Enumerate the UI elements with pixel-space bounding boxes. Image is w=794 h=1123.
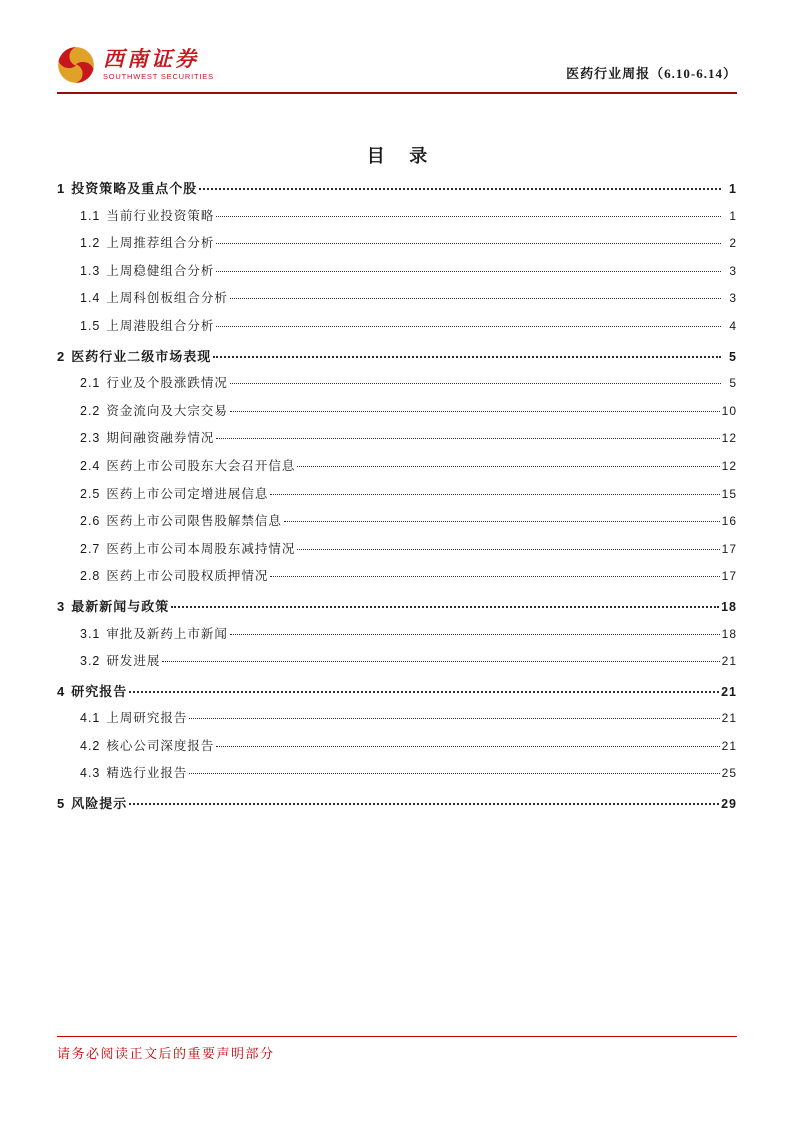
toc-entry-number: 1.5 [80,318,101,333]
toc-entry-page: 21 [721,738,737,753]
toc-entry-number: 1.1 [80,208,101,223]
page-footer [57,1036,737,1063]
toc-entry[interactable] [57,596,737,624]
toc-entry-label: 核心公司深度报告 [106,738,215,753]
toc-entry-label: 当前行业投资策略 [106,208,215,223]
toc-entry-label: 上周港股组合分析 [106,318,215,333]
toc-entry-page: 29 [721,797,737,812]
toc-dot-leader [213,356,721,358]
toc-entry-page: 10 [721,403,737,418]
toc-entry-page: 21 [721,711,737,726]
toc-entry-page: 2 [729,236,737,251]
toc-entry-page: 5 [729,376,737,391]
toc-entry-number: 1 [57,181,66,196]
toc-dot-leader [129,691,719,693]
toc-entry[interactable] [57,681,737,709]
report-title: 医药行业周报（6.10-6.14） [566,66,737,81]
toc-entry-number: 2 [57,348,66,364]
toc-entry-number: 2.5 [80,486,101,501]
toc-dot-leader [189,718,719,719]
report-header [57,46,737,94]
footer-disclaimer: 请务必阅读正文后的重要声明部分 [57,1046,275,1061]
toc-entry-page: 1 [729,208,737,223]
toc-entry[interactable] [57,206,737,234]
toc-entry-label: 精选行业报告 [106,766,188,781]
toc-dot-leader [230,298,721,299]
toc-entry[interactable] [57,178,737,206]
toc-dot-leader [297,466,719,467]
toc-entry-number: 4 [57,683,66,699]
toc-dot-leader [230,411,720,412]
toc-entry-page: 12 [721,458,737,473]
toc-entry-label: 投资策略及重点个股 [71,181,198,196]
toc-dot-leader [189,773,719,774]
toc-dot-leader [216,243,721,244]
toc-entry-number: 3.1 [80,626,101,641]
toc-entry-number: 1.4 [80,291,101,306]
toc-entry-page: 16 [721,514,737,529]
toc-entry[interactable] [57,763,737,791]
toc-dot-leader [216,746,719,747]
toc-entry-page: 3 [729,291,737,306]
toc-entry-label: 上周科创板组合分析 [106,291,228,306]
toc-entry-label: 最新新闻与政策 [71,598,170,614]
toc-entry-number: 4.1 [80,711,101,726]
toc-entry[interactable] [57,793,737,821]
toc-entry[interactable] [57,539,737,567]
toc-entry-label: 审批及新药上市新闻 [106,626,228,641]
toc-entry[interactable] [57,651,737,679]
toc-entry-page: 4 [729,318,737,333]
toc-entry-page: 12 [721,431,737,446]
swirl-logo-icon [57,46,95,84]
toc-dot-leader [129,803,719,805]
company-logo-text [103,49,214,81]
toc-entry-label: 医药上市公司股东大会召开信息 [106,458,296,473]
toc-entry-number: 3 [57,598,66,614]
toc-entry-page: 1 [729,182,737,196]
toc-entry-label: 医药上市公司本周股东减持情况 [106,541,296,556]
toc-entry[interactable] [57,316,737,344]
toc-entry-number: 2.1 [80,376,101,391]
table-of-contents [57,176,737,821]
toc-dot-leader [199,188,721,190]
toc-dot-leader [297,549,719,550]
toc-entry-label: 期间融资融券情况 [106,431,215,446]
toc-dot-leader [284,521,720,522]
toc-dot-leader [216,216,721,217]
toc-entry-label: 风险提示 [71,796,128,812]
toc-entry-number: 4.3 [80,766,101,781]
toc-entry[interactable] [57,456,737,484]
toc-dot-leader [270,576,719,577]
toc-entry[interactable] [57,288,737,316]
toc-entry[interactable] [57,373,737,401]
company-name-cn: 西南证券 [103,47,199,72]
toc-title: 目 录 [366,146,438,166]
toc-entry[interactable] [57,233,737,261]
toc-entry-label: 上周研究报告 [106,711,188,726]
toc-dot-leader [171,606,719,608]
toc-entry-number: 1.3 [80,263,101,278]
toc-entry-page: 15 [721,486,737,501]
toc-entry-number: 2.4 [80,458,101,473]
toc-entry-number: 2.3 [80,431,101,446]
toc-entry-page: 21 [721,684,737,699]
toc-entry-number: 2.2 [80,403,101,418]
toc-entry-page: 21 [721,654,737,669]
toc-entry[interactable] [57,346,737,374]
toc-dot-leader [230,383,721,384]
toc-entry-label: 医药行业二级市场表现 [71,348,212,364]
toc-entry[interactable] [57,736,737,764]
toc-dot-leader [216,271,721,272]
toc-entry-number: 3.2 [80,654,101,669]
toc-dot-leader [270,494,719,495]
toc-entry-number: 4.2 [80,738,101,753]
toc-entry-page: 17 [721,541,737,556]
company-name-en: SOUTHWEST SECURITIES [103,72,214,82]
toc-entry-number: 2.8 [80,569,101,584]
toc-entry-page: 18 [721,626,737,641]
toc-dot-leader [216,326,721,327]
toc-entry[interactable] [57,261,737,289]
toc-dot-leader [162,661,719,662]
company-logo [57,46,214,84]
toc-entry[interactable] [57,566,737,594]
toc-dot-leader [216,438,719,439]
toc-entry[interactable] [57,511,737,539]
toc-entry-page: 18 [721,599,737,614]
toc-entry[interactable] [57,428,737,456]
toc-entry-label: 医药上市公司股权质押情况 [106,569,269,584]
toc-entry-label: 行业及个股涨跌情况 [106,376,228,391]
toc-entry-page: 3 [729,263,737,278]
toc-entry-page: 17 [721,569,737,584]
toc-entry-number: 1.2 [80,236,101,251]
toc-entry-label: 资金流向及大宗交易 [106,403,228,418]
toc-entry-label: 医药上市公司限售股解禁信息 [106,514,282,529]
toc-entry-page: 5 [729,349,737,364]
toc-entry-number: 2.6 [80,514,101,529]
toc-entry-number: 5 [57,796,66,812]
toc-entry[interactable] [57,484,737,512]
toc-entry-label: 医药上市公司定增进展信息 [106,486,269,501]
toc-entry-page: 25 [721,766,737,781]
toc-entry-label: 上周推荐组合分析 [106,236,215,251]
toc-entry[interactable] [57,401,737,429]
toc-entry-number: 2.7 [80,541,101,556]
toc-entry-label: 研究报告 [71,683,128,699]
toc-entry-label: 研发进展 [106,654,161,669]
toc-dot-leader [230,634,720,635]
toc-entry[interactable] [57,624,737,652]
toc-entry[interactable] [57,708,737,736]
toc-entry-label: 上周稳健组合分析 [106,263,215,278]
